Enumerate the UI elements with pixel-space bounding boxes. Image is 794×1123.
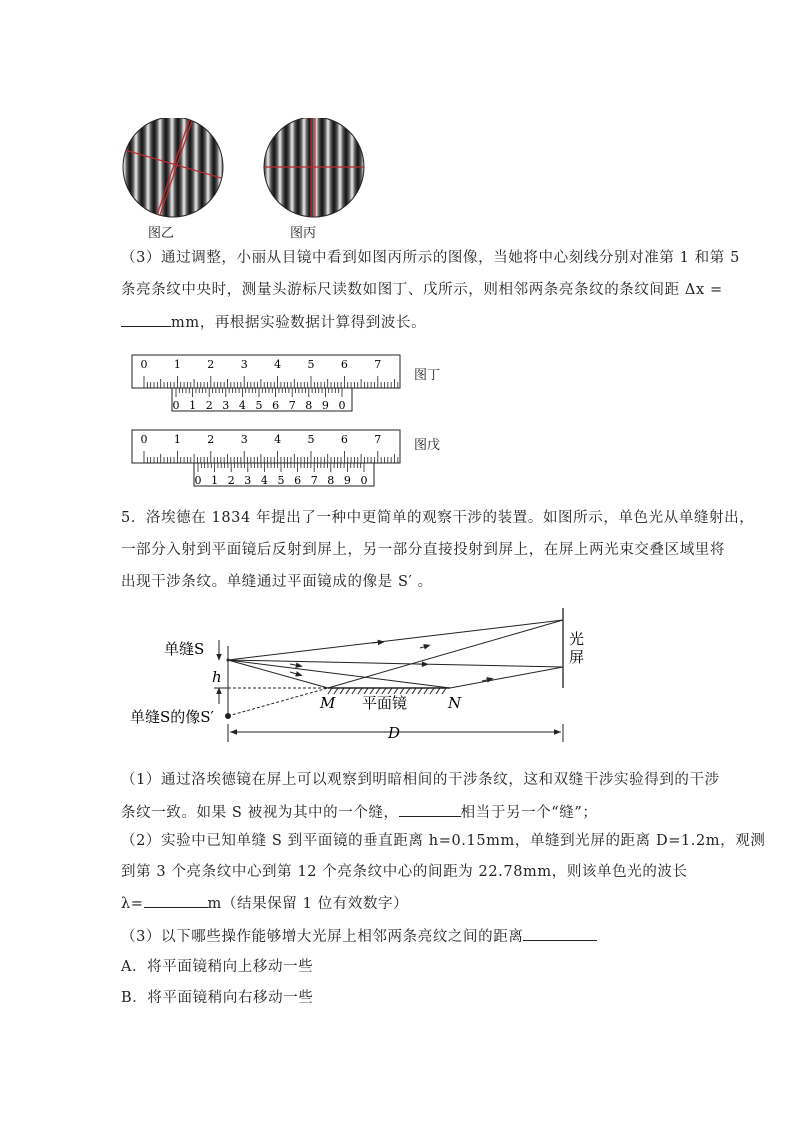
fringe-circle-bing xyxy=(259,118,369,220)
main-scale-label: 3 xyxy=(240,358,248,371)
image-label: 单缝S的像S′ xyxy=(130,708,214,726)
fringe-circle-yi xyxy=(118,118,228,220)
main-scale-label: 6 xyxy=(340,358,348,371)
vernier-label: 5 xyxy=(277,474,285,487)
vernier-label: 0 xyxy=(360,474,368,487)
main-scale-body xyxy=(132,430,400,463)
q5-line1: 5．洛埃德在 1834 年提出了一种中更简单的观察干涉的装置。如图所示，单色光从单缝射出， xyxy=(121,510,755,526)
main-scale-label: 0 xyxy=(140,358,148,371)
fringe-figures xyxy=(118,118,388,220)
fig-bing-caption: 图丙 xyxy=(290,226,317,241)
q5-line3: 出现干涉条纹。单缝通过平面镜成的像是 S′ 。 xyxy=(121,574,433,590)
main-scale-label: 7 xyxy=(374,358,382,371)
answer-blank-q5-3[interactable] xyxy=(523,926,597,941)
vernier-label: 8 xyxy=(305,399,313,412)
option-b[interactable]: B．将平面镜稍向右移动一些 xyxy=(121,990,314,1006)
h-label: h xyxy=(212,668,222,686)
main-scale-label: 3 xyxy=(240,433,248,446)
q5-2-line2: 到第 3 个亮条纹中心到第 12 个亮条纹中心的间距为 22.78mm，则该单色光的波长 xyxy=(121,864,688,880)
q5-1-line2: 条纹一致。如果 S 被视为其中的一个缝， 相当于另一个“缝”； xyxy=(121,802,597,823)
screen-label-2: 屏 xyxy=(569,648,585,666)
answer-blank-delta-x[interactable] xyxy=(121,312,171,327)
main-scale-label: 2 xyxy=(207,358,215,371)
answer-blank-other-slit[interactable] xyxy=(399,802,461,817)
mirror-hatch xyxy=(442,688,446,694)
screen-label-1: 光 xyxy=(569,630,585,648)
mirror-hatch xyxy=(412,688,416,694)
q5-line2: 一部分入射到平面镜后反射到屏上，另一部分直接投射到屏上，在屏上两光束交叠区域里将 xyxy=(121,542,725,558)
main-scale-label: 0 xyxy=(140,433,148,446)
vernier-label: 9 xyxy=(343,474,351,487)
main-scale-label: 2 xyxy=(207,433,215,446)
mirror-hatch xyxy=(430,688,434,694)
answer-blank-wavelength[interactable] xyxy=(144,893,208,908)
q4-3-line2: 条亮条纹中央时，测量头游标尺读数如图丁、戊所示，则相邻两条亮条纹的条纹间距 Δx = xyxy=(121,282,723,298)
vernier-label: 7 xyxy=(310,474,318,487)
fig-wu-caption: 图戊 xyxy=(414,438,441,453)
vernier-label: 3 xyxy=(244,474,252,487)
vernier-label: 1 xyxy=(211,474,219,487)
vernier-label: 3 xyxy=(222,399,230,412)
vernier-wu xyxy=(132,430,400,487)
vernier-label: 0 xyxy=(194,474,202,487)
vernier-label: 9 xyxy=(321,399,329,412)
vernier-label: 1 xyxy=(189,399,197,412)
vernier-label: 6 xyxy=(272,399,280,412)
fig-yi-caption: 图乙 xyxy=(148,226,175,241)
main-scale-label: 1 xyxy=(173,433,181,446)
vernier-label: 7 xyxy=(288,399,296,412)
mirror-hatch xyxy=(424,688,428,694)
option-a[interactable]: A．将平面镜稍向上移动一些 xyxy=(121,959,314,975)
vernier-label: 5 xyxy=(255,399,263,412)
mirror-hatch xyxy=(436,688,440,694)
image-point xyxy=(225,713,231,719)
slit-label: 单缝S xyxy=(164,640,205,658)
q5-2-line3: λ= m（结果保留 1 位有效数字） xyxy=(121,893,408,914)
main-scale-label: 1 xyxy=(173,358,181,371)
lloyd-mirror-diagram xyxy=(120,600,600,750)
main-scale-label: 4 xyxy=(274,358,282,371)
fig-ding-caption: 图丁 xyxy=(414,368,441,383)
main-scale-label: 4 xyxy=(274,433,282,446)
main-scale-label: 5 xyxy=(307,433,315,446)
main-scale-body xyxy=(132,355,400,388)
mirror-label: 平面镜 xyxy=(362,694,408,712)
main-scale-label: 7 xyxy=(374,433,382,446)
vernier-label: 6 xyxy=(294,474,302,487)
q4-3-line1: （3）通过调整，小丽从目镜中看到如图丙所示的图像，当她将中心刻线分别对准第 1 和第 5 xyxy=(121,250,740,266)
vernier-label: 0 xyxy=(338,399,346,412)
vernier-label: 2 xyxy=(205,399,213,412)
vernier-label: 4 xyxy=(260,474,268,487)
q5-3-line1: （3）以下哪些操作能够增大光屏上相邻两条亮纹之间的距离 xyxy=(121,926,597,947)
m-label: M xyxy=(320,694,336,712)
main-scale-label: 6 xyxy=(340,433,348,446)
q4-3-line3: mm，再根据实验数据计算得到波长。 xyxy=(121,312,426,333)
vernier-figures xyxy=(130,350,460,492)
vernier-label: 8 xyxy=(327,474,335,487)
main-scale-label: 5 xyxy=(307,358,315,371)
mirror-hatch xyxy=(418,688,422,694)
q5-1-line1: （1）通过洛埃德镜在屏上可以观察到明暗相间的干涉条纹，这和双缝干涉实验得到的干涉 xyxy=(121,772,720,788)
slit-point xyxy=(227,659,230,662)
vernier-label: 0 xyxy=(172,399,180,412)
vernier-label: 2 xyxy=(227,474,235,487)
mirror-hatch xyxy=(346,688,350,694)
q5-2-line1: （2）实验中已知单缝 S 到平面镜的垂直距离 h=0.15mm，单缝到光屏的距离 D=1.2m，观测 xyxy=(121,833,766,849)
vernier-label: 4 xyxy=(238,399,246,412)
vernier-ding xyxy=(132,355,400,412)
mirror-hatch xyxy=(340,688,344,694)
mirror-hatch xyxy=(352,688,356,694)
n-label: N xyxy=(448,694,462,712)
d-label: D xyxy=(388,724,401,742)
